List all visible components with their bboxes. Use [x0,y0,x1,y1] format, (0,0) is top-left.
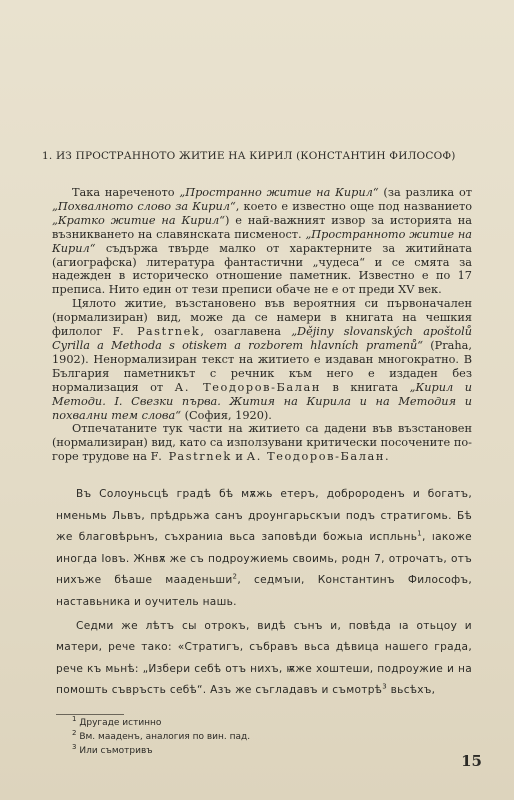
footnote [72,716,372,730]
text-run: Седми же лѣтъ сы отрокъ, видѣ сънъ и, повѣда ıа отьцоу и матери, рече тако: «Стратигъ, събравъ вьса дѣвица нашего града, рече къ мьнѣ: „Избери себѣ отъ нихъ, ѭже хоштеши, подроужие и на помошть съвръсть себѣ“. Азъ же съгладавъ и съмотрѣ [56,619,472,697]
author-name: А. Теодоров-Балан [246,450,385,464]
text-run: (за разлика от [378,186,472,199]
text-run: съдържа твърде малко от характерните за житийната (агиографска) литература фантастични „чудеса“ и се смята за надежден в историческо отношение паметник. Известно е по 17 преписа. Нито един от тези преписи обаче не е от преди XV век. [52,241,472,297]
section-heading: 1. ИЗ ПРОСТРАННОТО ЖИТИЕ НА КИРИЛ (КОНСТАНТИН ФИЛОСОФ) [42,150,456,162]
text-run: , ıакоже иногда Іовъ. Жнвѫ же съ подроужиемь своимь, родн 7, отрочатъ, отъ нихъже бѣаше мааденьши [56,531,472,587]
text-run: и [231,450,247,464]
text-run: Въ Солоуньсцѣ градѣ бѣ мѫжь етеръ, добророденъ и богатъ, нменьмь Львъ, прѣдрьжа санъ дроунгарьскъıи подъ стратигомь. Бѣ же благовѣрьнъ, съхраниıа вьса заповѣди божьıа испльнь [56,488,472,544]
text-run: в книгата [321,380,410,394]
footnote-text: Вм. мааденъ, аналогия по вин. пад. [79,732,251,742]
text-run: Отпечатаните тук части на житието са дадени във възстановен (нормализиран) вид, като са използувани критически посочените по-горе трудове на [52,422,472,464]
title-citation: „Кирил и Методи. І. Свезки първа. Жития на Кирила и на Методия и похвални тем слова“ [52,380,472,422]
footnote-number: 3 [72,743,77,751]
church-paragraph-1 [56,484,472,614]
footnote-ref: 2 [232,572,238,581]
author-name: F. Pastrnek [150,450,232,464]
footnote [72,744,372,758]
text-run: Така нареченото [72,186,180,199]
text-run: ) е най-важният извор за историята на възникването на славянската писменост. [52,213,472,241]
footnote-number: 1 [72,715,77,723]
introduction-text [52,186,472,464]
footnote-number: 2 [72,729,77,737]
intro-paragraph-1 [52,186,472,297]
old-bulgarian-text [56,484,472,702]
footnote-ref: 3 [382,682,387,691]
footnote-ref: 1 [417,529,423,538]
church-paragraph-2 [56,616,472,702]
intro-paragraph-2 [52,297,472,422]
footnote-divider [56,714,124,715]
intro-paragraph-3 [52,422,472,464]
title-citation: „Пространно житие на Кирил“ [179,186,379,199]
text-run: , седмъıи, Константинъ Философъ, наставьника и оучитель нашь. [56,574,472,608]
title-citation: „Похвалното слово за Кирил“ [52,199,236,213]
text-run: , озаглавена [200,325,292,339]
page-number: 15 [461,752,482,770]
text-run: вьсѣхъ, [386,684,436,697]
text-run: (Praha, 1902). Ненормализиран текст на житието е издаван многократно. В България паметникът с речник към него е издаден без нормализация от [52,338,472,394]
title-citation: „Пространното житие на Кирил“ [52,227,472,255]
text-run: Цялото житие, възстановено във вероятния си първоначален (нормализиран) вид, може да се намери в книгата на чешкия филолог [52,297,472,339]
footnote [72,730,372,744]
author-name: А. Теодоров-Балан [174,380,321,394]
text-run: . [384,450,389,464]
title-citation: „Кратко житие на Кирил“ [52,213,225,227]
author-name: F. Pastrnek [112,325,201,339]
footnote-text: Или съмотривъ [79,746,153,756]
footnotes [72,716,372,758]
text-run: , което е известно още под названието [235,199,472,213]
text-run: (София, 1920). [181,408,272,422]
title-citation: „Dějiny slovanských apoštolů Cyrilla a Methoda s otiskem a rozborem hlavních pramenů“ [52,325,473,352]
footnote-text: Другаде истинно [79,718,162,728]
